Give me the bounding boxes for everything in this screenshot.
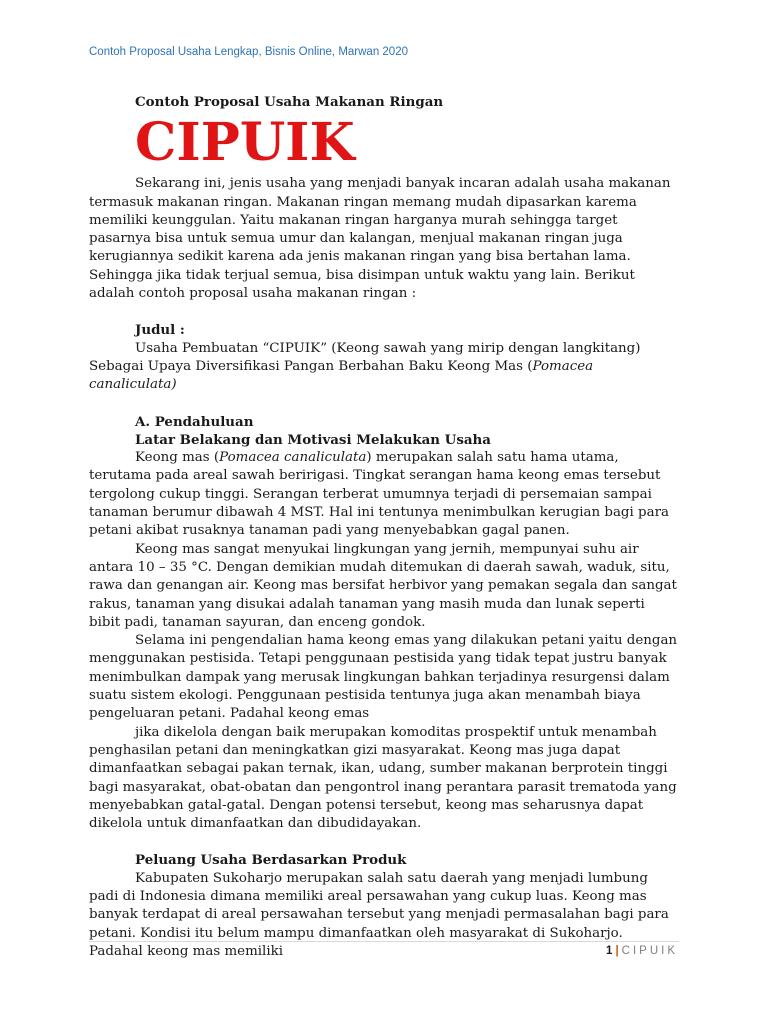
paragraph-2: Keong mas sangat menyukai lingkungan yang jernih, mempunyai suhu air antara 10 – 35 °C. Dengan demikian mudah ditemukan di daerah sawah, waduk, situ, rawa dan genangan air. Keong mas bersifat herbivor yang pemakan segala dan sangat rakus, tanaman yang disukai adalah tanaman yang masih muda dan lunak seperti bibit padi, tanaman sayuran, dan enceng gondok. — [89, 541, 677, 630]
section-b-subheading: Peluang Usaha Berdasarkan Produk — [135, 852, 407, 869]
document-body — [89, 93, 679, 961]
document-subtitle: Contoh Proposal Usaha Makanan Ringan — [135, 94, 444, 110]
footer-divider — [89, 941, 679, 942]
paragraph-4: jika dikelola dengan baik merupakan komoditas prospektif untuk menambah penghasilan petani dan meningkatkan gizi masyarakat. Keong mas juga dapat dimanfaatkan sebagai pakan ternak, ikan, udang, sumber makanan berprotein tinggi bagi masyarakat, obat-obatan dan pengontrol inang perantara parasit trematoda yang menyebabkan gatal-gatal. Dengan potensi tersebut, keong mas seharusnya dapat dikelola untuk dimanfaatkan dan dibudidayakan. — [89, 724, 677, 832]
intro-paragraph: Sekarang ini, jenis usaha yang menjadi banyak incaran adalah usaha makanan termasuk makanan ringan. Makanan ringan memang mudah dipasarkan karema memiliki keunggulan. Yaitu makanan ringan harganya murah sehingga target pasarnya bisa untuk semua umur dan kalangan, menjual makanan ringan juga kerugiannya sedikit karena ada jenis makanan ringan yang bisa bertahan lama. Sehingga jika tidak terjual semua, bisa disimpan untuk waktu yang lain. Berikut adalah contoh proposal usaha makanan ringan : — [89, 176, 671, 302]
running-header: Contoh Proposal Usaha Lengkap, Bisnis Online, Marwan 2020 — [89, 46, 408, 58]
paragraph-3: Selama ini pengendalian hama keong emas yang dilakukan petani yaitu dengan menggunakan pestisida. Tetapi penggunaan pestisida yang tidak tepat justru banyak menimbulkan dampak yang merusak lingkungan bahkan terjadinya resurgensi dalam suatu sistem ekologi. Penggunaan pestisida tentunya juga akan menambah biaya pengeluaran petani. Padahal keong emas — [89, 633, 678, 722]
page-number: 1 — [606, 945, 613, 957]
section-a-heading: A. Pendahuluan — [135, 413, 254, 430]
footer-title: CIPUIK — [621, 945, 678, 957]
footer-separator: | — [615, 945, 619, 957]
judul-paragraph: Usaha Pembuatan “CIPUIK” (Keong sawah yang mirip dengan langkitang) Sebagai Upaya Diversifikasi Pangan Berbahan Baku Keong Mas (Pomacea canaliculata) — [89, 340, 641, 393]
page-footer — [606, 945, 678, 957]
paragraph-1: Keong mas (Pomacea canaliculata) merupakan salah satu hama utama, terutama pada areal sawah beririgasi. Tingkat serangan hama keong emas tersebut tergolong cukup tinggi. Serangan terberat umumnya terjadi di persemaian sampai tanaman berumur dibawah 4 MST. Hal ini tentunya menimbulkan kerugian bagi para petani akibat rusaknya tanaman padi yang menyebabkan gagal panen. — [89, 450, 669, 539]
judul-heading: Judul : — [135, 322, 185, 339]
paragraph-5: Kabupaten Sukoharjo merupakan salah satu daerah yang menjadi lumbung padi di Indonesia dimana memiliki areal persawahan yang cukup luas. Keong mas banyak terdapat di areal persawahan tersebut yang menjadi permasalahan bagi para petani. Kondisi itu belum mampu dimanfaatkan oleh masyarakat di Sukoharjo. Padahal keong mas memiliki — [89, 870, 669, 959]
document-title: CIPUIK — [135, 112, 355, 174]
section-a-subheading: Latar Belakang dan Motivasi Melakukan Usaha — [135, 431, 491, 448]
